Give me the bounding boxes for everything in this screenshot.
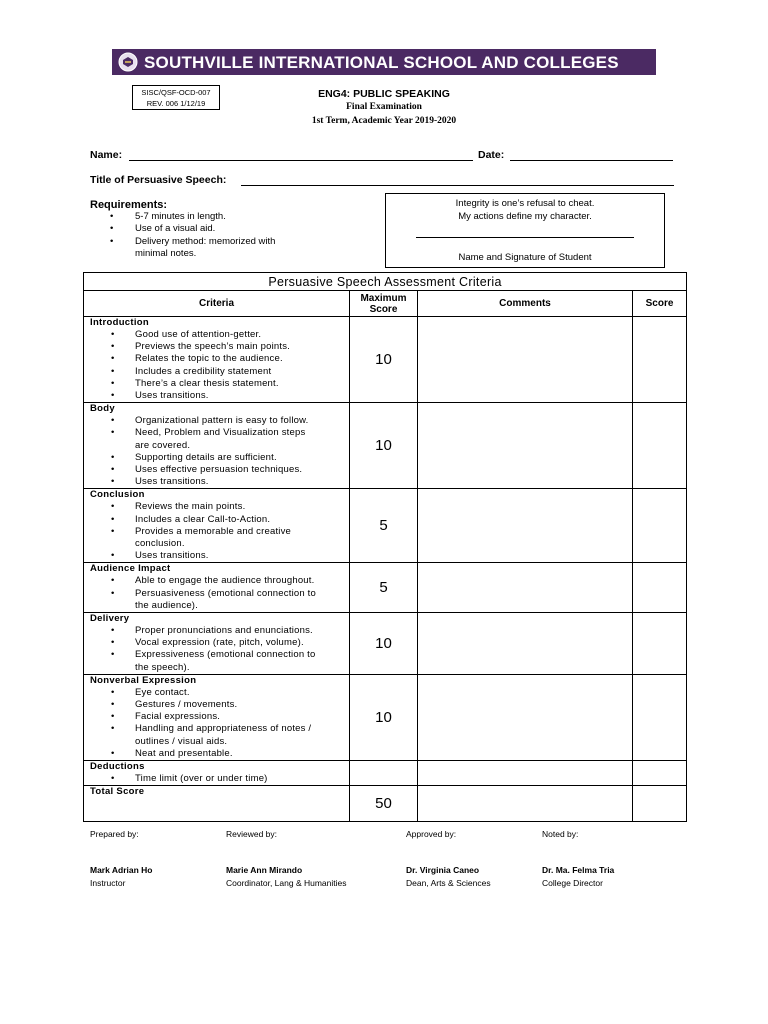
score-cell[interactable] [633,563,687,613]
total-row [84,786,687,822]
max-score: 10 [350,613,418,675]
name-field[interactable] [129,160,473,161]
list-item: • Previews the speech’s main points. [84,341,349,353]
criteria-cell [84,761,350,786]
total-max-score: 50 [350,786,418,822]
max-score: 10 [350,403,418,489]
speech-title-field[interactable] [241,185,674,186]
section-title: Deductions [90,761,145,773]
list-item: • Expressiveness (emotional connection to [84,649,349,661]
criteria-cell [84,674,350,760]
term-title: 1st Term, Academic Year 2019-2020 [311,116,457,126]
list-item: • 5-7 minutes in length. [90,211,275,223]
criteria-cell [84,563,350,613]
list-item: • There’s a clear thesis statement. [84,378,349,390]
score-cell[interactable] [633,317,687,403]
criteria-cell [84,613,350,675]
list-item: • Gestures / movements. [84,699,349,711]
table-row [84,613,687,675]
list-item: • Good use of attention-getter. [84,329,349,341]
list-item: • Includes a clear Call-to-Action. [84,514,349,526]
reviewer-name: Marie Ann Mirando [226,865,303,875]
list-item: • Uses transitions. [84,390,349,402]
list-item: • Facial expressions. [84,711,349,723]
list-item: • Handling and appropriateness of notes / [84,723,349,735]
total-label: Total Score [90,786,145,798]
score-cell[interactable] [633,761,687,786]
max-score: 5 [350,489,418,563]
section-title: Conclusion [90,489,145,501]
list-item: • Uses transitions. [84,550,349,562]
prepared-by-label: Prepared by: [90,829,139,839]
list-item-continued: conclusion. [135,538,185,550]
reviewed-by-label: Reviewed by: [226,829,278,839]
comments-cell[interactable] [418,489,633,563]
score-cell[interactable] [633,489,687,563]
list-item: • Provides a memorable and creative [84,526,349,538]
date-field[interactable] [510,160,673,161]
section-title: Delivery [90,613,130,625]
list-item: • Uses transitions. [84,476,349,488]
requirements-title: Requirements: [90,199,168,211]
list-item: • Uses effective persuasion techniques. [84,464,349,476]
total-score-cell[interactable] [633,786,687,822]
speech-title-label: Title of Persuasive Speech: [90,174,227,186]
section-title: Nonverbal Expression [90,674,197,686]
comments-cell[interactable] [418,563,633,613]
noter-title: College Director [542,878,603,888]
list-item: • Time limit (over or under time) [84,773,349,785]
list-item-continued: the audience). [135,599,199,611]
score-cell[interactable] [633,403,687,489]
school-seal-icon [118,52,138,72]
column-header-score: Score [633,291,687,317]
column-header-criteria: Criteria [84,291,350,317]
table-row [84,563,687,613]
max-score [350,761,418,786]
list-item-continued: the speech). [135,661,190,673]
list-item: • Relates the topic to the audience. [84,353,349,365]
table-row [84,403,687,489]
list-item: • Includes a credibility statement [84,366,349,378]
school-name: SOUTHVILLE INTERNATIONAL SCHOOL AND COLLEGES [144,53,619,72]
table-title: Persuasive Speech Assessment Criteria [84,273,687,291]
list-item: • Organizational pattern is easy to follow. [84,415,349,427]
comments-cell[interactable] [418,403,633,489]
assessment-table [83,272,687,822]
score-cell[interactable] [633,674,687,760]
comments-cell[interactable] [418,761,633,786]
comments-cell[interactable] [418,317,633,403]
integrity-line-1: Integrity is one’s refusal to cheat. [455,198,595,209]
list-item: • Delivery method: memorized with [90,236,275,248]
requirements-list [90,211,275,261]
signature-field[interactable] [416,237,634,238]
reviewer-title: Coordinator, Lang & Humanities [226,878,347,888]
approver-title: Dean, Arts & Sciences [406,878,491,888]
max-score: 10 [350,317,418,403]
list-item: • Supporting details are sufficient. [84,452,349,464]
date-label: Date: [478,149,505,161]
table-row [84,317,687,403]
comments-cell[interactable] [418,674,633,760]
max-score: 5 [350,563,418,613]
max-score: 10 [350,674,418,760]
table-row [84,674,687,760]
comments-cell[interactable] [418,613,633,675]
form-code: SISC/QSF-OCD-007 [141,88,211,97]
column-header-comments: Comments [418,291,633,317]
integrity-line-2: My actions define my character. [458,211,592,222]
approved-by-label: Approved by: [406,829,457,839]
exam-title: Final Examination [346,102,422,112]
section-title: Introduction [90,317,150,328]
approver-name: Dr. Virginia Caneo [406,865,480,875]
preparer-name: Mark Adrian Ho [90,865,153,875]
list-item-continued: outlines / visual aids. [135,735,228,747]
comments-cell[interactable] [418,786,633,822]
integrity-box [385,193,665,268]
list-item: • Persuasiveness (emotional connection to [84,588,349,600]
table-row [84,489,687,563]
list-item: • Need, Problem and Visualization steps [84,427,349,439]
noter-name: Dr. Ma. Felma Tria [542,865,615,875]
list-item: • Able to engage the audience throughout. [84,575,349,587]
section-title: Body [90,403,115,415]
criteria-cell [84,786,350,822]
list-item: • Use of a visual aid. [90,223,275,235]
list-item-continued: minimal notes. [135,248,197,260]
name-label: Name: [90,149,123,161]
preparer-title: Instructor [90,878,126,888]
list-item: • Proper pronunciations and enunciations. [84,625,349,637]
signature-label: Name and Signature of Student [458,252,592,263]
criteria-cell [84,317,350,403]
section-title: Audience Impact [90,563,171,575]
course-title: ENG4: PUBLIC SPEAKING [318,88,450,100]
table-row [84,761,687,786]
list-item: • Neat and presentable. [84,748,349,760]
score-cell[interactable] [633,613,687,675]
noted-by-label: Noted by: [542,829,579,839]
column-header-max-score: Maximum Score [350,291,418,317]
criteria-cell [84,489,350,563]
form-revision: REV. 006 1/12/19 [146,99,206,108]
criteria-cell [84,403,350,489]
list-item-continued: are covered. [135,439,191,451]
list-item: • Vocal expression (rate, pitch, volume). [84,637,349,649]
form-code-box [132,85,220,110]
list-item: • Reviews the main points. [84,501,349,513]
list-item: • Eye contact. [84,687,349,699]
